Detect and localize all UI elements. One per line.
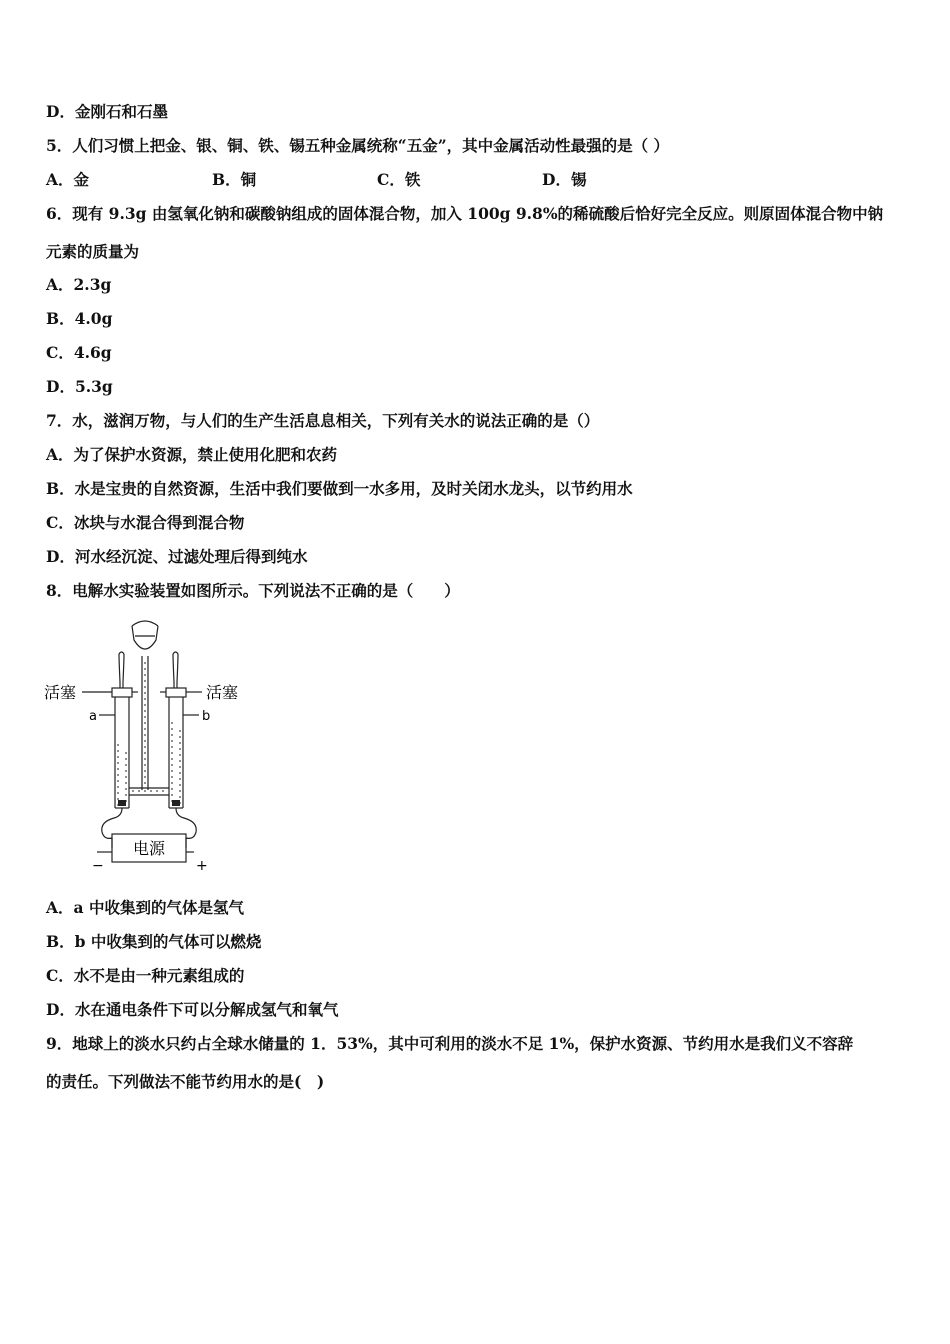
q9-stem-line1: 9．地球上的淡水只约占全球水储量的 1．53%，其中可利用的淡水不足 1%，保护水资源、节约用水是我们义不容辞 xyxy=(46,1034,854,1053)
q5-stem: 5．人们习惯上把金、银、铜、铁、锡五种金属统称“五金”，其中金属活动性最强的是（ ） xyxy=(46,136,670,155)
q8-option-c: C．水不是由一种元素组成的 xyxy=(46,966,245,985)
q6-stem-line1: 6．现有 9.3g 由氢氧化钠和碳酸钠组成的固体混合物，加入 100g 9.8%的稀硫酸后恰好完全反应。则原固体混合物中钠 xyxy=(46,204,884,223)
q6-option-a: A．2.3g xyxy=(46,275,112,294)
q4-option-d: D．金刚石和石墨 xyxy=(46,102,168,121)
q6-option-c: C．4.6g xyxy=(46,343,112,362)
q7-option-d: D．河水经沉淀、过滤处理后得到纯水 xyxy=(46,547,308,566)
q6-option-d: D．5.3g xyxy=(46,377,113,396)
q6-option-b: B．4.0g xyxy=(46,309,113,328)
q5-option-d: D．锡 xyxy=(542,170,587,189)
electrode-right xyxy=(172,800,180,806)
q5-option-c: C．铁 xyxy=(377,170,421,189)
q8-stem: 8．电解水实验装置如图所示。下列说法不正确的是（ ） xyxy=(46,581,460,600)
q8-option-a: A．a 中收集到的气体是氢气 xyxy=(46,898,244,917)
power-supply-label: 电源 xyxy=(132,839,166,858)
electrode-left xyxy=(118,800,126,806)
q7-option-a: A．为了保护水资源，禁止使用化肥和农药 xyxy=(46,445,338,464)
q8-option-b: B．b 中收集到的气体可以燃烧 xyxy=(46,932,262,951)
q8-option-d: D．水在通电条件下可以分解成氢气和氧气 xyxy=(46,1000,339,1019)
q7-stem: 7．水，滋润万物，与人们的生产生活息息相关，下列有关水的说法正确的是（） xyxy=(46,411,600,430)
stopcock-left-label: 活塞 xyxy=(44,683,77,702)
tube-a-label: a xyxy=(89,709,97,724)
q5-options xyxy=(46,170,906,190)
q5-option-a: A．金 xyxy=(46,170,90,189)
tube-b-label: b xyxy=(202,709,211,724)
electrolysis-apparatus-diagram xyxy=(42,612,252,874)
positive-terminal-label: + xyxy=(196,858,208,874)
stopcock-right-label: 活塞 xyxy=(206,683,239,702)
q6-stem-line2: 元素的质量为 xyxy=(46,242,140,261)
q9-stem-line2: 的责任。下列做法不能节约用水的是( ) xyxy=(46,1072,325,1091)
q5-option-b: B．铜 xyxy=(212,170,257,189)
q7-option-b: B．水是宝贵的自然资源，生活中我们要做到一水多用，及时关闭水龙头，以节约用水 xyxy=(46,479,633,498)
q7-option-c: C．冰块与水混合得到混合物 xyxy=(46,513,245,532)
negative-terminal-label: − xyxy=(92,858,104,874)
